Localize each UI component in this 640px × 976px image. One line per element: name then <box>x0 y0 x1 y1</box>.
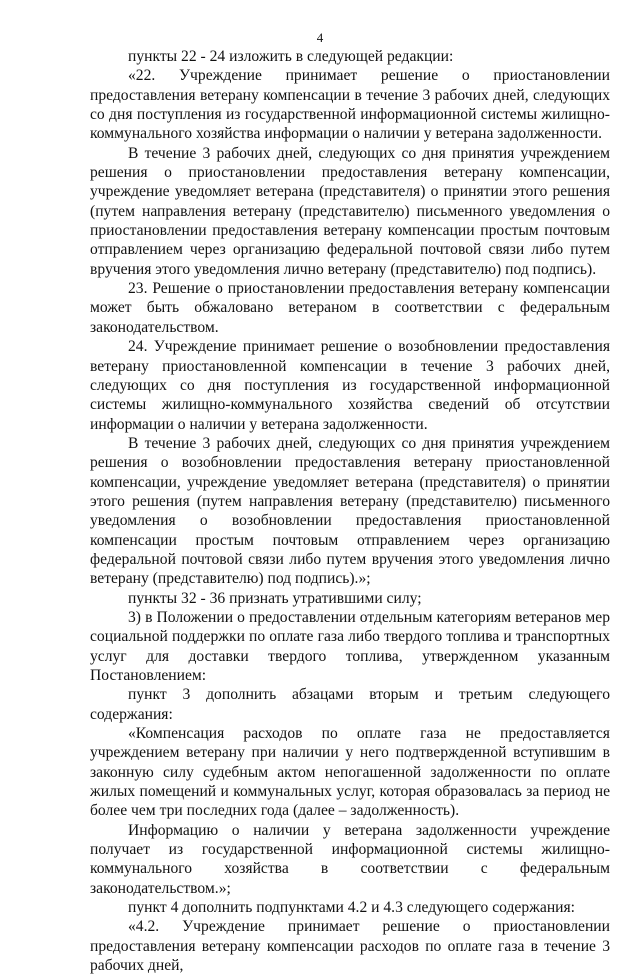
paragraph-item-24: 24. Учреждение принимает решение о возобновлении предоставления ветерану приостановленной компенсации в течение 3 рабочих дней, следующих со дня поступления из государственной информационной системы жилищно-коммунального хозяйства сведений об отсутствии информации о наличии у ветерана задолженности. <box>90 338 610 433</box>
paragraph-item-4-2: «4.2. Учреждение принимает решение о приостановлении предоставления ветерану компенсации расходов по оплате газа в течение 3 рабочих дней, <box>90 918 610 975</box>
paragraph-amend-point-3: пункт 3 дополнить абзацами вторым и третьим следующего содержания: <box>90 686 610 723</box>
paragraph-gas-compensation: «Компенсация расходов по оплате газа не предоставляется учреждением ветерану при наличии у него подтвержденной вступившим в законную силу судебным актом непогашенной задолженности по оплате жилых помещений и коммунальных услуг, которая образовалась за период не более чем три последних года (далее – задолженность). <box>90 725 610 820</box>
paragraph-item-3-regulation: 3) в Положении о предоставлении отдельным категориям ветеранов мер социальной поддержки по оплате газа либо твердого топлива и транспортных услуг для доставки твердого топлива, утвержденном указанным Постановлением: <box>90 608 610 684</box>
paragraph-debt-information: Информацию о наличии у ветерана задолженности учреждение получает из государственной информационной системы жилищно-коммунального хозяйства в соответствии с федеральным законодательством.»; <box>90 821 610 897</box>
paragraph-amend-22-24: пункты 22 - 24 изложить в следующей редакции: <box>128 48 454 65</box>
paragraph-item-22: «22. Учреждение принимает решение о приостановлении предоставления ветерану компенсации в течение 3 рабочих дней, следующих со дня поступления из государственной информационной системы жилищно-коммунального хозяйства информации о наличии у ветерана задолженности. <box>90 67 610 143</box>
paragraph-repeal-32-36: пункты 32 - 36 признать утратившими силу; <box>128 589 422 607</box>
page-number: 4 <box>316 30 324 45</box>
paragraph-notice-suspension: В течение 3 рабочих дней, следующих со дня принятия учреждением решения о приостановлении предоставления ветерану компенсации, учреждение уведомляет ветерана (представителя) о принятии этого решения (путем направления ветерану (представителю) письменного уведомления о приостановлении предоставления ветерану компенсации простым почтовым отправлением через организацию федеральной почтовой связи либо путем вручения этого уведомления лично ветерану (представителю) под подпись). <box>90 144 610 278</box>
document-body <box>90 47 610 976</box>
paragraph-notice-resumption: В течение 3 рабочих дней, следующих со дня принятия учреждением решения о возобновлении предоставления ветерану приостановленной компенсации, учреждение уведомляет ветерана (представителя) о принятии этого решения (путем направления ветерану (представителю) письменного уведомления о возобновлении предоставления приостановленной компенсации простым почтовым отправлением через организацию федеральной почтовой связи либо путем вручения этого уведомления лично ветерану (представителю) под подпись).»; <box>90 434 610 588</box>
paragraph-amend-point-4: пункт 4 дополнить подпунктами 4.2 и 4.3 следующего содержания: <box>128 899 576 917</box>
paragraph-item-23: 23. Решение о приостановлении предоставления ветерану компенсации может быть обжаловано ветераном в соответствии с федеральным законодательством. <box>90 280 610 336</box>
